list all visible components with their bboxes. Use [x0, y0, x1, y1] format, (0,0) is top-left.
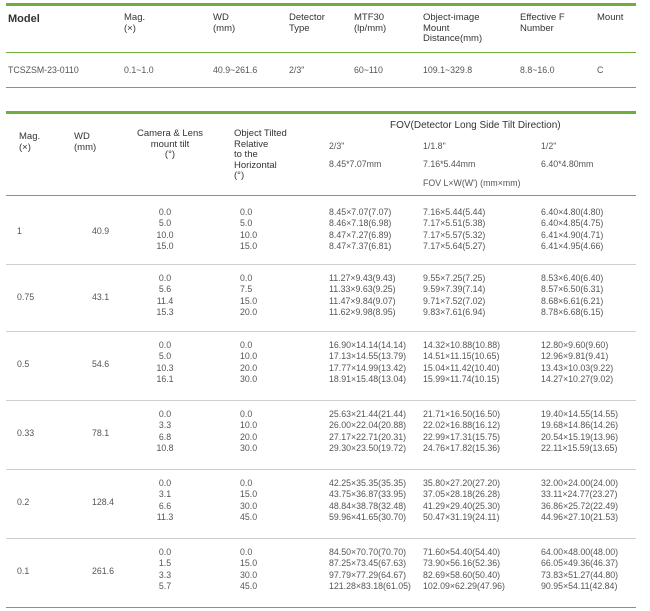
spec-mag-value: 0.1~1.0 [124, 65, 154, 75]
fov-1-2-cell: 19.68×14.86(14.26) [541, 420, 619, 431]
fov-1-1-8-cell: 73.90×56.16(52.36) [423, 558, 501, 569]
object-tilt-cell: 20.0 [240, 431, 258, 442]
fov-1-2-cell: 13.43×10.03(9.22) [541, 362, 614, 373]
fov-1-2-cell: 6.40×4.80(4.80) [541, 207, 604, 217]
fov-1-2-cell: 19.40×14.55(14.55) [541, 409, 619, 419]
fov-bottom-rule [6, 607, 636, 608]
spec-top-rule [6, 3, 636, 6]
fov-2-3-cell: 42.25×35.35(35.35) [329, 478, 407, 488]
group-divider [6, 400, 636, 401]
fov-1-2-cell: 6.41×4.90(4.71) [541, 229, 604, 240]
object-tilt-cell: 0.0 [240, 478, 253, 488]
header-mount: Mount [597, 12, 624, 23]
fov-2-3-cell: 29.30×23.50(19.72) [329, 442, 407, 453]
fov-1-1-8-cell: 24.76×17.82(15.36) [423, 442, 501, 453]
camera-tilt-cell: 3.3 [158, 420, 172, 431]
camera-tilt-cell: 0.0 [158, 340, 172, 350]
object-tilt-cell: 15.0 [240, 489, 258, 500]
spec-model-value: TCSZSM-23-0110 [8, 65, 79, 75]
group-mag: 0.1 [17, 565, 30, 576]
header-fov-mag: Mag. (×) [19, 131, 41, 153]
fov-1-1-8-cell: 7.17×5.51(5.38) [423, 218, 486, 229]
object-tilt-cell: 15.0 [240, 240, 258, 251]
fov-1-1-8-cell: 7.17×5.57(5.32) [423, 229, 486, 240]
object-tilt-cell: 5.0 [240, 218, 253, 229]
fov-1-2-cell: 8.68×6.61(6.21) [541, 295, 604, 306]
fov-1-1-8-cell: 41.29×29.40(25.30) [423, 500, 501, 511]
camera-tilt-cell: 10.0 [156, 229, 174, 240]
fov-1-2-cell: 33.11×24.77(23.27) [541, 489, 618, 500]
camera-tilt-cell: 15.0 [156, 240, 174, 251]
group-mag: 0.33 [17, 427, 35, 438]
fov-1-1-8-cell: 37.05×28.18(26.28) [423, 489, 501, 500]
fov-1-2-cell: 12.96×9.81(9.41) [541, 351, 609, 362]
camera-tilt-cell: 0.0 [158, 207, 172, 217]
header-wd: WD (mm) [213, 12, 236, 34]
fov-2-3-cell: 17.77×14.99(13.42) [329, 362, 407, 373]
fov-1-1-8-cell: 15.04×11.42(10.40) [423, 362, 500, 373]
fov-1-2-cell: 90.95×54.11(42.84) [541, 580, 618, 591]
header-fov-wd: WD (mm) [74, 131, 97, 153]
group-divider [6, 331, 636, 332]
fov-1-2-cell: 8.78×6.68(6.15) [541, 306, 604, 317]
detector-size-2-3: 8.45*7.07mm [329, 159, 382, 169]
fov-1-1-8-cell: 71.60×54.40(54.40) [423, 547, 501, 557]
fov-1-1-8-cell: 7.17×5.64(5.27) [423, 240, 486, 251]
group-wd: 261.6 [92, 565, 115, 576]
fov-2-3-cell: 8.46×7.18(6.98) [329, 218, 392, 229]
fov-2-3-cell: 16.90×14.14(14.14) [329, 340, 407, 350]
camera-tilt-cell: 5.0 [158, 351, 172, 362]
fov-1-1-8-cell: 14.32×10.88(10.88) [423, 340, 501, 350]
object-tilt-cell: 0.0 [240, 340, 253, 350]
camera-tilt-cell: 0.0 [158, 273, 172, 283]
fov-1-2-cell: 22.11×15.59(13.65) [541, 442, 618, 453]
header-model: Model [8, 13, 40, 25]
fov-1-1-8-cell: 102.09×62.29(47.96) [423, 580, 505, 591]
fov-1-1-8-cell: 50.47×31.19(24.11) [423, 511, 500, 522]
object-tilt-cell: 0.0 [240, 547, 253, 557]
object-tilt-cell: 15.0 [240, 295, 258, 306]
detector-2-3: 2/3" [329, 141, 345, 151]
camera-tilt-cell: 5.0 [158, 218, 172, 229]
object-tilt-cell: 10.0 [240, 420, 258, 431]
fov-2-3-cell: 8.47×7.27(6.89) [329, 229, 392, 240]
spec-bottom-rule [6, 87, 636, 88]
camera-tilt-cell: 0.0 [158, 478, 172, 488]
camera-tilt-cell: 15.3 [156, 306, 174, 317]
fov-2-3-cell: 27.17×22.71(20.31) [329, 431, 407, 442]
fov-1-1-8-cell: 21.71×16.50(16.50) [423, 409, 501, 419]
detector-size-1-1-8: 7.16*5.44mm [423, 159, 476, 169]
fov-1-2-cell: 12.80×9.60(9.60) [541, 340, 609, 350]
spec-fnumber-value: 8.8~16.0 [520, 65, 555, 75]
object-tilt-cell: 45.0 [240, 511, 258, 522]
object-tilt-cell: 0.0 [240, 207, 253, 217]
camera-tilt-cell: 3.1 [158, 489, 172, 500]
fov-1-1-8-cell: 9.59×7.39(7.14) [423, 284, 486, 295]
object-tilt-cell: 7.5 [240, 284, 253, 295]
header-object-tilted: Object Tilted Relative to the Horizontal (°) [234, 128, 287, 181]
fov-1-1-8-cell: 82.69×58.60(50.40) [423, 569, 501, 580]
object-tilt-cell: 30.0 [240, 442, 258, 453]
detector-1-1-8: 1/1.8" [423, 141, 446, 151]
group-wd: 54.6 [92, 358, 110, 369]
group-divider [6, 538, 636, 539]
fov-1-1-8-cell: 22.99×17.31(15.75) [423, 431, 501, 442]
spec-header-rule [6, 52, 636, 53]
group-divider [6, 264, 636, 265]
fov-2-3-cell: 8.47×7.37(6.81) [329, 240, 392, 251]
camera-tilt-cell: 11.3 [156, 511, 174, 522]
fov-1-1-8-cell: 9.55×7.25(7.25) [423, 273, 486, 283]
fov-top-rule [6, 111, 636, 114]
header-camera-lens-tilt: Camera & Lens mount tilt (°) [136, 128, 203, 160]
fov-1-1-8-cell: 7.16×5.44(5.44) [423, 207, 486, 217]
group-divider [6, 469, 636, 470]
fov-header-rule [6, 195, 636, 196]
object-tilt-cell: 0.0 [240, 273, 253, 283]
fov-1-2-cell: 6.41×4.95(4.66) [541, 240, 604, 251]
fov-2-3-cell: 97.79×77.29(64.67) [329, 569, 407, 580]
fov-2-3-cell: 25.63×21.44(21.44) [329, 409, 407, 419]
fov-1-2-cell: 66.05×49.36(46.37) [541, 558, 619, 569]
camera-tilt-cell: 0.0 [158, 547, 172, 557]
object-tilt-cell: 45.0 [240, 580, 258, 591]
group-wd: 128.4 [92, 496, 115, 507]
fov-1-1-8-cell: 14.51×11.15(10.65) [423, 351, 500, 362]
fov-1-1-8-cell: 9.83×7.61(6.94) [423, 306, 486, 317]
object-tilt-cell: 10.0 [240, 351, 258, 362]
group-wd: 40.9 [92, 225, 110, 236]
fov-2-3-cell: 59.96×41.65(30.70) [329, 511, 407, 522]
fov-1-2-cell: 6.40×4.85(4.75) [541, 218, 604, 229]
fov-1-1-8-cell: 15.99×11.74(10.15) [423, 373, 500, 384]
spec-mtf-value: 60~110 [354, 65, 383, 75]
fov-2-3-cell: 11.27×9.43(9.43) [329, 273, 396, 283]
camera-tilt-cell: 10.8 [156, 442, 174, 453]
camera-tilt-cell: 10.3 [156, 362, 174, 373]
fov-2-3-cell: 121.28×83.18(61.05) [329, 580, 411, 591]
group-wd: 78.1 [92, 427, 110, 438]
camera-tilt-cell: 16.1 [156, 373, 174, 384]
fov-1-1-8-cell: 35.80×27.20(27.20) [423, 478, 501, 488]
fov-2-3-cell: 8.45×7.07(7.07) [329, 207, 392, 217]
fov-1-2-cell: 36.86×25.72(22.49) [541, 500, 619, 511]
camera-tilt-cell: 5.6 [158, 284, 172, 295]
fov-title: FOV(Detector Long Side Tilt Direction) [390, 120, 561, 131]
group-mag: 1 [17, 225, 22, 236]
fov-2-3-cell: 17.13×14.55(13.79) [329, 351, 407, 362]
spec-detector-value: 2/3" [289, 65, 305, 75]
fov-2-3-cell: 11.62×9.98(8.95) [329, 306, 396, 317]
fov-2-3-cell: 18.91×15.48(13.04) [329, 373, 407, 384]
fov-1-2-cell: 14.27×10.27(9.02) [541, 373, 614, 384]
fov-1-2-cell: 20.54×15.19(13.96) [541, 431, 619, 442]
group-wd: 43.1 [92, 291, 110, 302]
object-tilt-cell: 20.0 [240, 362, 258, 373]
fov-2-3-cell: 48.84×38.78(32.48) [329, 500, 407, 511]
fov-1-2-cell: 8.57×6.50(6.31) [541, 284, 604, 295]
camera-tilt-cell: 6.8 [158, 431, 172, 442]
object-tilt-cell: 30.0 [240, 569, 258, 580]
group-mag: 0.2 [17, 496, 30, 507]
fov-1-2-cell: 44.96×27.10(21.53) [541, 511, 619, 522]
header-detector-type: Detector Type [289, 12, 325, 34]
object-tilt-cell: 30.0 [240, 373, 258, 384]
fov-1-2-cell: 8.53×6.40(6.40) [541, 273, 604, 283]
object-tilt-cell: 30.0 [240, 500, 258, 511]
fov-2-3-cell: 87.25×73.45(67.63) [329, 558, 407, 569]
header-mag: Mag. (×) [124, 12, 146, 34]
fov-1-1-8-cell: 9.71×7.52(7.02) [423, 295, 486, 306]
camera-tilt-cell: 1.5 [158, 558, 172, 569]
object-tilt-cell: 10.0 [240, 229, 258, 240]
object-tilt-cell: 0.0 [240, 409, 253, 419]
fov-1-2-cell: 73.83×51.27(44.80) [541, 569, 619, 580]
spec-mount-value: C [597, 65, 604, 75]
detector-1-2: 1/2" [541, 141, 557, 151]
fov-2-3-cell: 11.47×9.84(9.07) [329, 295, 396, 306]
fov-1-1-8-cell: 22.02×16.88(16.12) [423, 420, 501, 431]
camera-tilt-cell: 6.6 [158, 500, 172, 511]
camera-tilt-cell: 11.4 [156, 295, 174, 306]
detector-size-1-2: 6.40*4.80mm [541, 159, 594, 169]
camera-tilt-cell: 0.0 [158, 409, 172, 419]
fov-2-3-cell: 43.75×36.87(33.95) [329, 489, 407, 500]
camera-tilt-cell: 5.7 [158, 580, 172, 591]
header-mtf30: MTF30 (lp/mm) [354, 12, 387, 34]
spec-distance-value: 109.1~329.8 [423, 65, 473, 75]
header-effective-f-number: Effective F Number [520, 12, 565, 34]
fov-2-3-cell: 26.00×22.04(20.88) [329, 420, 407, 431]
object-tilt-cell: 20.0 [240, 306, 258, 317]
header-object-image-distance: Object-image Mount Distance(mm) [423, 12, 483, 44]
spec-wd-value: 40.9~261.6 [213, 65, 258, 75]
group-mag: 0.5 [17, 358, 30, 369]
fov-2-3-cell: 11.33×9.63(9.25) [329, 284, 396, 295]
fov-1-2-cell: 64.00×48.00(48.00) [541, 547, 619, 557]
fov-unit-label: FOV L×W(W') (mm×mm) [423, 178, 521, 188]
fov-2-3-cell: 84.50×70.70(70.70) [329, 547, 407, 557]
fov-1-2-cell: 32.00×24.00(24.00) [541, 478, 619, 488]
camera-tilt-cell: 3.3 [158, 569, 172, 580]
group-mag: 0.75 [17, 291, 35, 302]
object-tilt-cell: 15.0 [240, 558, 258, 569]
